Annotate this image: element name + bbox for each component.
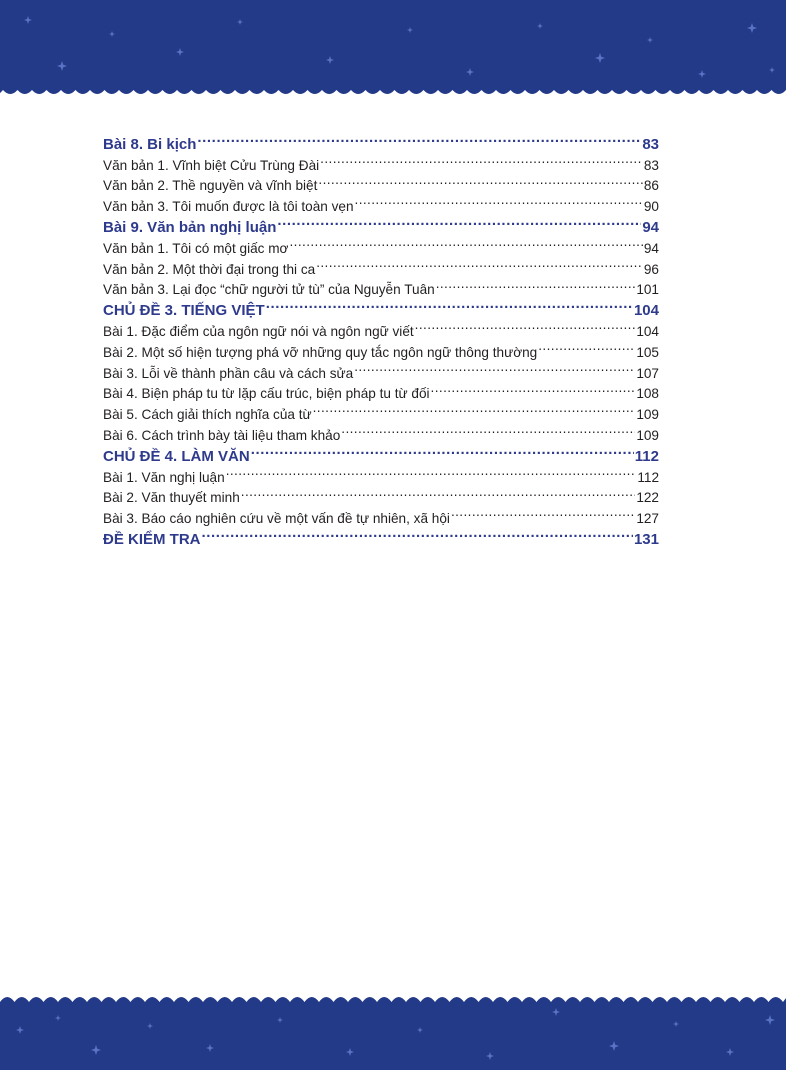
toc-page-number: 108 bbox=[636, 386, 659, 402]
toc-page-number: 104 bbox=[636, 323, 659, 339]
toc-title: Văn bản 3. Tôi muốn được là tôi toàn vẹn bbox=[103, 199, 354, 215]
toc-page-number: 104 bbox=[633, 302, 659, 320]
toc-heading-bai-8[interactable] bbox=[103, 128, 659, 153]
toc-page-number: 122 bbox=[636, 490, 659, 506]
dot-leader bbox=[355, 190, 643, 211]
toc-page-number: 127 bbox=[636, 511, 659, 527]
dot-leader bbox=[436, 274, 636, 295]
dot-leader bbox=[226, 461, 637, 482]
toc-page-number: 90 bbox=[643, 199, 659, 215]
toc-page-number: 112 bbox=[634, 447, 659, 465]
dot-leader bbox=[202, 523, 633, 544]
dot-leader bbox=[320, 149, 643, 170]
toc-title: Bài 4. Biện pháp tu từ lặp cấu trúc, biện pháp tu từ đối bbox=[103, 386, 430, 402]
dot-leader bbox=[266, 294, 633, 315]
toc-page-number: 105 bbox=[636, 344, 659, 360]
dot-leader bbox=[538, 336, 635, 357]
toc-title: Bài 9. Văn bản nghị luận bbox=[103, 218, 277, 236]
toc-page-number: 83 bbox=[643, 157, 659, 173]
toc-page-number: 109 bbox=[636, 407, 659, 423]
toc-title: Bài 6. Cách trình bày tài liệu tham khảo bbox=[103, 427, 341, 443]
toc-title: CHỦ ĐỀ 4. LÀM VĂN bbox=[103, 447, 250, 465]
toc-title: Bài 2. Văn thuyết minh bbox=[103, 490, 240, 506]
dot-leader bbox=[313, 398, 636, 419]
toc-page-number: 131 bbox=[633, 530, 659, 548]
toc-title: Bài 1. Đặc điểm của ngôn ngữ nói và ngôn ngữ viết bbox=[103, 323, 414, 339]
table-of-contents bbox=[103, 128, 659, 548]
toc-title: Văn bản 2. Một thời đại trong thi ca bbox=[103, 261, 316, 277]
dot-leader bbox=[277, 211, 641, 232]
dot-leader bbox=[197, 128, 641, 149]
toc-page-number: 96 bbox=[643, 261, 659, 277]
toc-page-number: 94 bbox=[643, 240, 659, 256]
dot-leader bbox=[415, 315, 636, 336]
dot-leader bbox=[341, 419, 635, 440]
toc-page-number: 86 bbox=[643, 178, 659, 194]
toc-page-number: 83 bbox=[642, 135, 659, 153]
dot-leader bbox=[241, 482, 636, 503]
bottom-decorative-band bbox=[0, 990, 786, 1070]
dot-leader bbox=[289, 232, 642, 253]
top-decorative-band bbox=[0, 0, 786, 100]
toc-page-number: 112 bbox=[637, 469, 659, 485]
toc-page-number: 101 bbox=[636, 282, 659, 298]
toc-title: Văn bản 3. Lại đọc “chữ người tử tù” của Nguyễn Tuân bbox=[103, 282, 435, 298]
toc-page-number: 94 bbox=[642, 218, 659, 236]
toc-title: Văn bản 1. Tôi có một giấc mơ bbox=[103, 240, 289, 256]
dot-leader bbox=[318, 170, 642, 191]
toc-title: Bài 8. Bi kịch bbox=[103, 135, 197, 153]
toc-title: Văn bản 1. Vĩnh biệt Cửu Trùng Đài bbox=[103, 157, 320, 173]
toc-page-number: 107 bbox=[636, 365, 659, 381]
dot-leader bbox=[451, 502, 635, 523]
toc-title: Bài 3. Báo cáo nghiên cứu về một vấn đề tự nhiên, xã hội bbox=[103, 511, 450, 527]
dot-leader bbox=[431, 378, 636, 399]
bottom-wave-band bbox=[0, 990, 786, 1070]
dot-leader bbox=[251, 440, 634, 461]
toc-title: Bài 5. Cách giải thích nghĩa của từ bbox=[103, 407, 312, 423]
dot-leader bbox=[316, 253, 643, 274]
top-wave-band bbox=[0, 0, 786, 100]
toc-title: CHỦ ĐỀ 3. TIẾNG VIỆT bbox=[103, 302, 265, 320]
toc-title: Bài 3. Lỗi về thành phần câu và cách sửa bbox=[103, 365, 354, 381]
toc-page-number: 109 bbox=[636, 427, 659, 443]
toc-title: Bài 2. Một số hiện tượng phá vỡ những quy tắc ngôn ngữ thông thường bbox=[103, 344, 538, 360]
toc-title: Văn bản 2. Thề nguyền và vĩnh biệt bbox=[103, 178, 318, 194]
toc-title: ĐỀ KIỂM TRA bbox=[103, 530, 201, 548]
toc-title: Bài 1. Văn nghị luận bbox=[103, 469, 225, 485]
dot-leader bbox=[354, 357, 635, 378]
